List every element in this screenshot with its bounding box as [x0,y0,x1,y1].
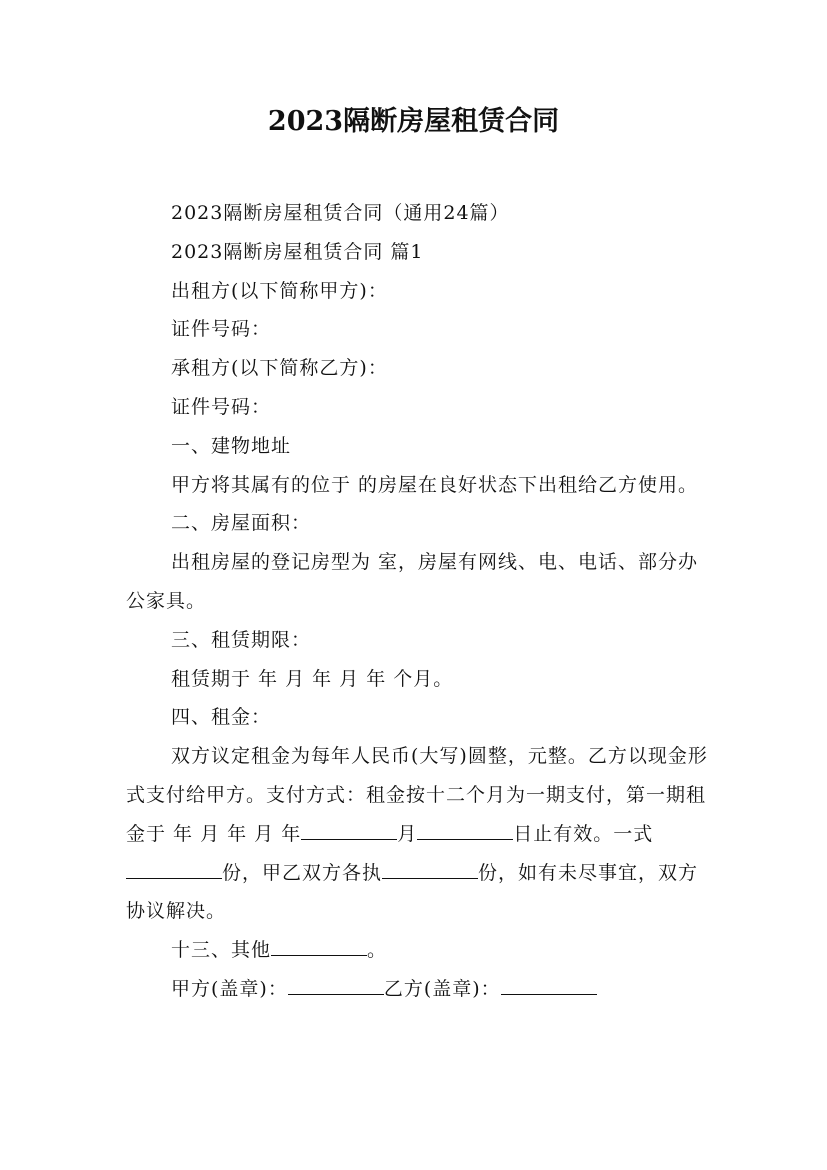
blank-line [301,820,397,840]
clause-4-text-e: 份，如有未尽事宜，双方协议解决。 [126,861,699,923]
paragraph-subtitle: 2023隔断房屋租赁合同（通用24篇） [171,202,510,224]
clause-13-end: 。 [367,939,388,962]
blank-line [417,820,513,840]
paragraph-clause-1-heading: 一、建物地址 [171,434,292,457]
blank-line [271,936,367,956]
clause-4-text-a: 双方议定租金为每年人民币(大写)圆整，元整。乙方以现金形式支付给甲方。支付方式：租金按十二个月为一期支付，第一期租金于 年 月 年 月 年 [126,745,708,845]
party-b-seal-blank [501,975,597,995]
paragraph-clause-2-body: 出租房屋的登记房型为 室，房屋有网线、电、电话、部分办公家具。 [126,551,699,612]
paragraph-lessee-id: 证件号码： [171,395,272,418]
paragraph-signatures [126,970,716,1009]
party-a-seal-label: 甲方(盖章)： [171,977,288,1000]
paragraph-clause-3-heading: 三、租赁期限： [171,628,312,651]
clause-13-text: 十三、其他 [171,939,272,962]
clause-4-text-c: 日止有效。一式 [513,822,654,845]
document-title: 2023隔断房屋租赁合同 [267,106,560,137]
paragraph-clause-1-body: 甲方将其属有的位于 的房屋在良好状态下出租给乙方使用。 [171,473,699,496]
paragraph-clause-3-body: 租赁期于 年 月 年 月 年 个月。 [171,667,454,690]
document-body [126,194,716,1009]
paragraph-clause-2-heading: 二、房屋面积： [171,512,312,535]
paragraph-lessor-id: 证件号码： [171,318,272,341]
clause-4-text-d: 份，甲乙双方各执 [222,861,383,884]
blank-line [126,859,222,879]
blank-line [382,859,478,879]
paragraph-clause-4-heading: 四、租金： [171,706,272,729]
paragraph-clause-13 [126,931,716,970]
paragraph-lessee: 承租方(以下简称乙方)： [171,357,388,380]
paragraph-section-heading: 2023隔断房屋租赁合同 篇1 [171,240,424,263]
paragraph-clause-4-body [126,737,716,931]
party-b-seal-label: 乙方(盖章)： [383,977,501,1000]
clause-4-text-b: 月 [397,822,418,845]
paragraph-lessor: 出租方(以下简称甲方)： [171,279,388,302]
party-a-seal-blank [288,975,384,995]
